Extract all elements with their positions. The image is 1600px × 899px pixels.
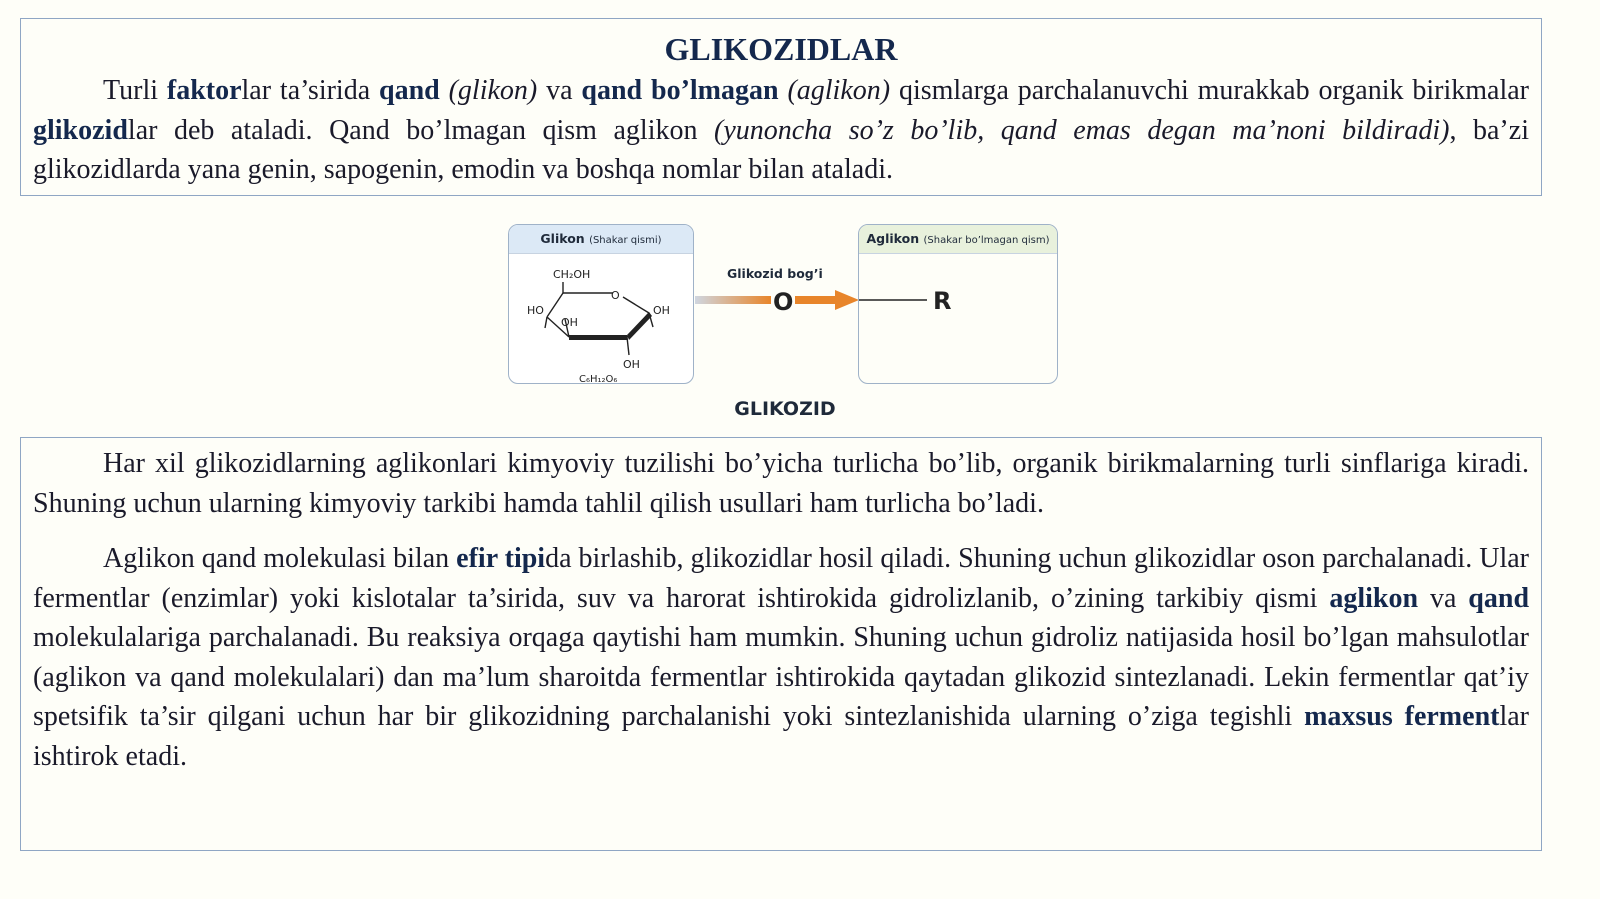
- italic-text: (yunoncha so’z bo’lib, qand emas degan ma’noni bildiradi): [714, 114, 1450, 146]
- aglikon-panel-header: [859, 225, 1057, 254]
- oh-inner-label: OH: [561, 316, 578, 329]
- r-group-label: R: [933, 287, 952, 315]
- glikon-sublabel: (Shakar qismi): [589, 235, 662, 246]
- text-run: Turli: [103, 75, 167, 106]
- oh-right-label: OH: [653, 304, 670, 317]
- bold-term: qand: [1468, 582, 1530, 614]
- oh-bottom-label: OH: [623, 358, 640, 371]
- text-run: qismlarga parchalanuvchi murakkab organik birikmalar: [890, 75, 1529, 106]
- ho-label: HO: [527, 304, 544, 317]
- intro-paragraph: [33, 71, 1529, 190]
- bold-term: qand bo’lmagan: [581, 75, 779, 106]
- text-run: va: [537, 75, 582, 106]
- bold-term: aglikon: [1329, 582, 1419, 614]
- text-run: Aglikon qand molekulasi bilan: [103, 543, 457, 574]
- bold-term: efir tipi: [456, 543, 546, 574]
- bold-term: maxsus ferment: [1304, 701, 1500, 732]
- details-paragraph-2: [33, 539, 1529, 776]
- bond-oxygen-atom: O: [773, 288, 794, 316]
- text-run: [440, 75, 449, 106]
- intro-box: [20, 18, 1542, 196]
- glycosidic-bond-label: Glikozid bog’i: [727, 266, 823, 281]
- italic-text: (glikon): [448, 75, 538, 106]
- italic-text: (aglikon): [787, 75, 891, 106]
- ch2oh-label: CH₂OH: [553, 268, 591, 281]
- text-run: lar ta’sirida: [241, 75, 379, 106]
- details-paragraph-1: [33, 444, 1529, 523]
- bold-term: faktor: [166, 75, 242, 106]
- ring-oxygen-label: O: [611, 289, 620, 302]
- diagram-title: GLIKOZID: [734, 398, 836, 420]
- bold-term: glikozid: [33, 114, 128, 146]
- glycoside-diagram: [505, 220, 1065, 425]
- aglikon-panel: [858, 224, 1058, 384]
- aglikon-sublabel: (Shakar bo’lmagan qism): [923, 235, 1050, 246]
- glikon-label: Glikon: [540, 231, 585, 246]
- bold-term: qand: [379, 75, 440, 106]
- text-run: , ba’zi glikozidlarda yana genin, sapogenin, emodin va boshqa nomlar bilan ataladi.: [33, 114, 1529, 185]
- text-run: molekulalariga parchalanadi. Bu reaksiya orqaga qaytishi ham mumkin. Shuning uchun gidroliz natijasida hosil bo’lgan mahsulotlar (aglikon va qand molekulalari) dan ma’lum sharoitda fermentlar ishtirokida qaytadan glikozid sintezlanadi. Lekin fermentlar qat’iy spetsifik ta’sir qilgani uchun har bir glikozidning parchalanishi yoki sintezlanishida ularning o’ziga tegishli: [33, 622, 1529, 732]
- text-run: lar deb ataladi. Qand bo’lmagan qism aglikon: [127, 114, 714, 146]
- aglikon-label: Aglikon: [866, 231, 920, 246]
- text-run: Har xil glikozidlarning aglikonlari kimyoviy tuzilishi bo’yicha turlicha bo’lib, organik birikmalarning turli sinflariga kiradi. Shuning uchun ularning kimyoviy tarkibi hamda tahlil qilish usullari ham turlicha bo’ladi.: [33, 448, 1529, 519]
- page-title: GLIKOZIDLAR: [664, 31, 898, 67]
- text-run: da birlashib, glikozidlar hosil qiladi. Shuning uchun glikozidlar oson parchalanadi. Ular fermentlar (enzimlar) yoki kislotalar ta’sirida, suv va harorat ishtirokida gidrolizlanib, o’zining tarkibiy qismi: [33, 543, 1529, 614]
- details-box: [20, 437, 1542, 851]
- formula-label: C₆H₁₂O₆: [579, 374, 618, 384]
- text-run: lar ishtirok etadi.: [33, 701, 1529, 772]
- text-run: va: [1418, 582, 1469, 614]
